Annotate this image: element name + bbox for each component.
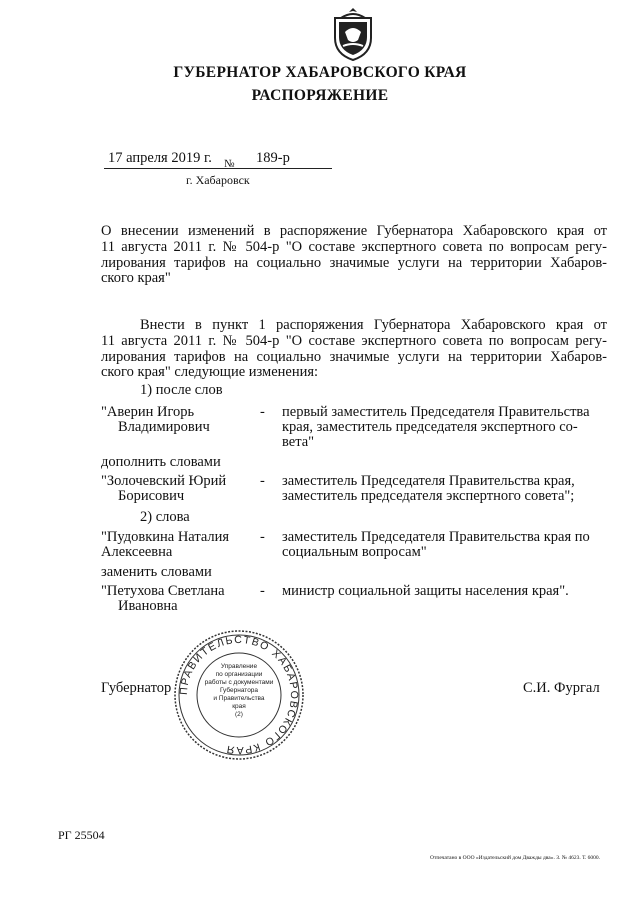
stamp-ring-text: ПРАВИТЕЛЬСТВО ХАБАРОВСКОГО КРАЯ <box>177 633 301 757</box>
row3-name-1: "Пудовкина Наталия <box>101 529 230 545</box>
footer-printed: Отпечатано в ООО «Издательский дом Дважды два». З. № 4623. Т. 6000. <box>430 855 601 861</box>
row4-name-1: "Петухова Светлана <box>101 583 225 599</box>
body-line-3: лирования тарифов на социально значимые услуги на территории Хабаров- <box>101 349 607 365</box>
row1-role-3: вета" <box>282 434 315 450</box>
row1-role-1: первый заместитель Председателя Правительства <box>282 404 590 420</box>
document-number: 189-р <box>256 150 290 166</box>
subject-line-3: лирования тарифов на социально значимые услуги на территории Хабаров- <box>101 255 607 271</box>
coat-of-arms-emblem <box>327 6 379 62</box>
body-line-1: Внести в пункт 1 распоряжения Губернатора Хабаровского края от <box>140 317 607 333</box>
document-title: ГУБЕРНАТОР ХАБАРОВСКОГО КРАЯ <box>173 64 467 81</box>
stamp-inner-1: Управление <box>220 663 258 670</box>
subject-line-1: О внесении изменений в распоряжение Губернатора Хабаровского края от <box>101 223 607 239</box>
row2-name-2: Борисович <box>118 488 185 504</box>
row3-dash: - <box>260 529 265 545</box>
row3-name-2: Алексеевна <box>101 544 173 560</box>
stamp-inner-4: Губернатора <box>219 687 259 694</box>
document-city: г. Хабаровск <box>186 173 250 187</box>
replace-words-label: заменить словами <box>101 564 212 580</box>
date-underline <box>104 168 332 169</box>
number-sign: № <box>224 158 235 170</box>
body-line-4: ского края" следующие изменения: <box>101 364 319 380</box>
stamp-inner-3: работы с документами <box>204 679 274 686</box>
row3-role-2: социальным вопросам" <box>282 544 427 560</box>
signature-position: Губернатор <box>101 680 172 696</box>
add-words-label: дополнить словами <box>101 454 221 470</box>
row4-name-2: Ивановна <box>118 598 178 614</box>
row2-role-1: заместитель Председателя Правительства края, <box>282 473 575 489</box>
stamp-inner-6: края <box>232 703 246 710</box>
row1-name-1: "Аверин Игорь <box>101 404 195 420</box>
item-1-label: 1) после слов <box>140 382 223 398</box>
body-line-2: 11 августа 2011 г. № 504-р "О составе экспертного совета по вопросам регу- <box>101 333 607 349</box>
document-date: 17 апреля 2019 г. <box>108 150 212 166</box>
item-2-label: 2) слова <box>140 509 190 525</box>
document-type: РАСПОРЯЖЕНИЕ <box>251 87 389 104</box>
stamp-inner-7: (2) <box>235 711 243 718</box>
row3-role-1: заместитель Председателя Правительства края по <box>282 529 590 545</box>
row2-name-1: "Золочевский Юрий <box>101 473 227 489</box>
subject-line-4: ского края" <box>101 270 171 286</box>
row1-role-2: края, заместитель председателя экспертного со- <box>282 419 578 435</box>
official-stamp <box>172 628 306 762</box>
row4-dash: - <box>260 583 265 599</box>
row1-dash: - <box>260 404 265 420</box>
stamp-inner-2: по организации <box>215 671 263 678</box>
stamp-inner-5: и Правительства <box>213 695 265 702</box>
row4-role-1: министр социальной защиты населения края". <box>282 583 569 599</box>
footer-code: РГ 25504 <box>58 828 105 842</box>
signature-name: С.И. Фургал <box>523 680 600 696</box>
subject-line-2: 11 августа 2011 г. № 504-р "О составе экспертного совета по вопросам регу- <box>101 239 607 255</box>
row2-dash: - <box>260 473 265 489</box>
row2-role-2: заместитель председателя экспертного совета"; <box>282 488 575 504</box>
row1-name-2: Владимирович <box>118 419 210 435</box>
